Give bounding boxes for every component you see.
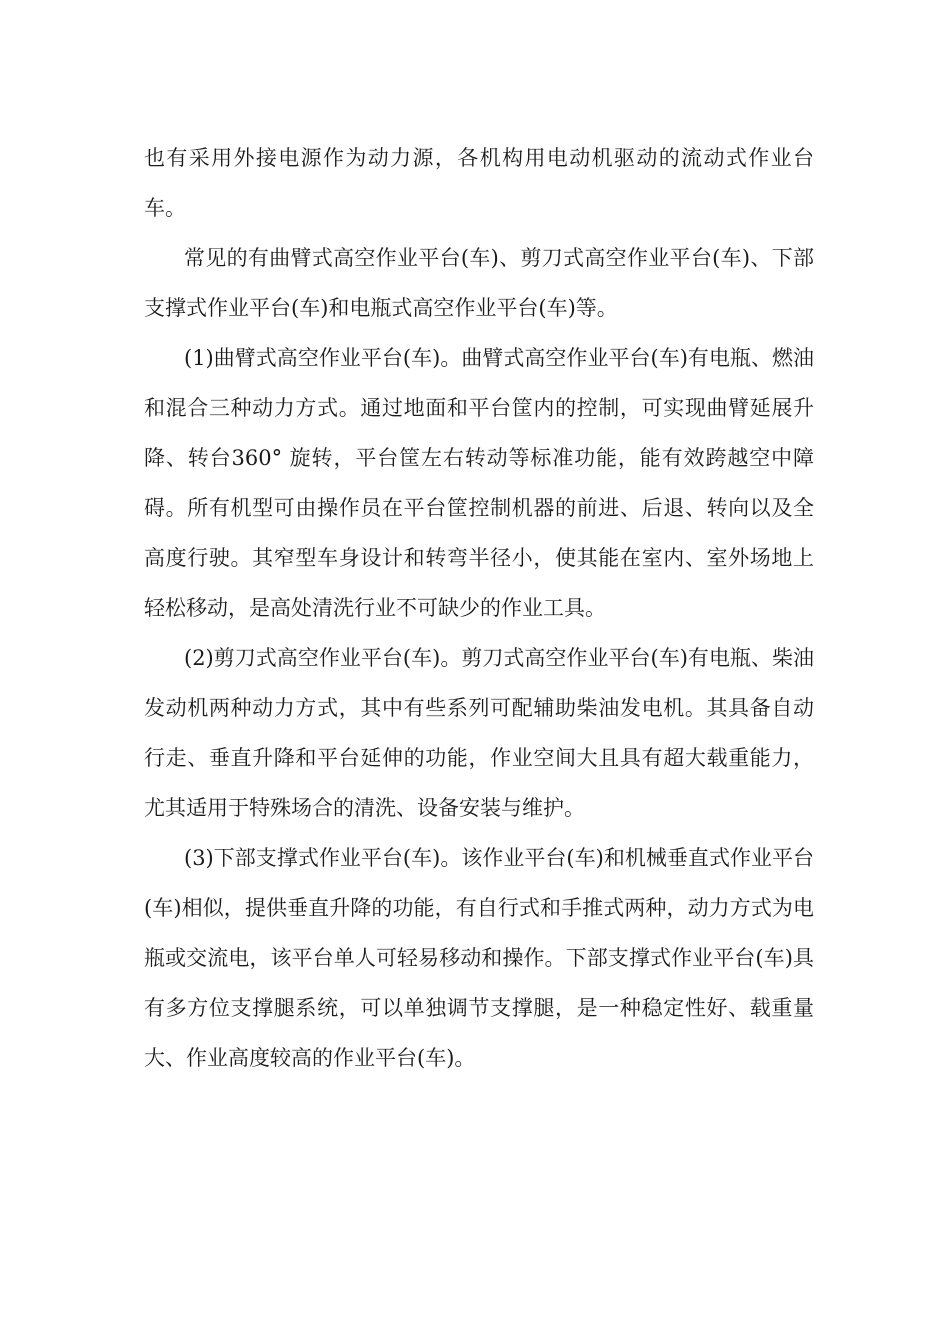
document-body [144, 133, 814, 1083]
paragraph-common-types: 常见的有曲臂式高空作业平台(车)、剪刀式高空作业平台(车)、下部支撑式作业平台(车)和电瓶式高空作业平台(车)等。 [144, 246, 814, 320]
paragraph-articulated-boom: (1)曲臂式高空作业平台(车)。曲臂式高空作业平台(车)有电瓶、燃油和混合三种动力方式。通过地面和平台筐内的控制，可实现曲臂延展升降、转台360° 旋转，平台筐左右转动等标准功能，能有效跨越空中障碍。所有机型可由操作员在平台筐控制机器的前进、后退、转向以及全高度行驶。其窄型车身设计和转弯半径小，使其能在室内、室外场地上轻松移动，是高处清洗行业不可缺少的作业工具。 [144, 346, 814, 620]
paragraph-power-source: 也有采用外接电源作为动力源，各机构用电动机驱动的流动式作业台车。 [144, 146, 814, 220]
paragraph-lower-support: (3)下部支撑式作业平台(车)。该作业平台(车)和机械垂直式作业平台(车)相似，提供垂直升降的功能，有自行式和手推式两种，动力方式为电瓶或交流电，该平台单人可轻易移动和操作。下部支撑式作业平台(车)具有多方位支撑腿系统，可以单独调节支撑腿，是一种稳定性好、载重量大、作业高度较高的作业平台(车)。 [144, 846, 814, 1070]
paragraph-scissor-lift: (2)剪刀式高空作业平台(车)。剪刀式高空作业平台(车)有电瓶、柴油发动机两种动力方式，其中有些系列可配辅助柴油发电机。其具备自动行走、垂直升降和平台延伸的功能，作业空间大且具有超大载重能力，尤其适用于特殊场合的清洗、设备安装与维护。 [144, 646, 814, 820]
